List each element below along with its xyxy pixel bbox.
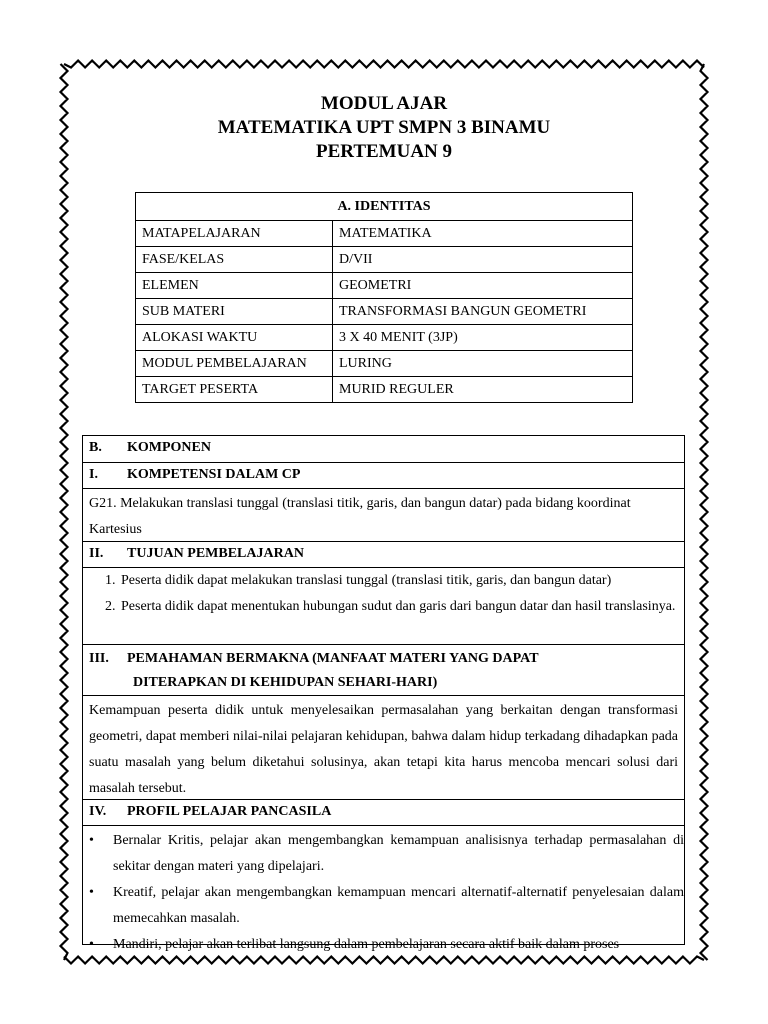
row-value: MATEMATIKA [333, 221, 633, 247]
row-value: LURING [333, 351, 633, 377]
table-row [136, 247, 633, 273]
row-label: MATAPELAJARAN [136, 221, 333, 247]
row-value: D/VII [333, 247, 633, 273]
list-item: • Kreatif, pelajar akan mengembangkan kemampuan mencari alternatif-alternatif penyelesaian dalam memecahkan masalah. [113, 880, 684, 932]
table-row [136, 273, 633, 299]
row-value: 3 X 40 MENIT (3JP) [333, 325, 633, 351]
pp-heading-row [83, 800, 684, 826]
row-label: ELEMEN [136, 273, 333, 299]
document-subtitle: MATEMATIKA UPT SMPN 3 BINAMU [217, 117, 551, 138]
komponen-heading-row [83, 436, 684, 463]
tp-heading-row [83, 542, 684, 568]
row-label: SUB MATERI [136, 299, 333, 325]
cp-heading-row [83, 463, 684, 489]
table-row [136, 377, 633, 403]
section-heading: TUJUAN PEMBELAJARAN [127, 546, 304, 561]
list-item: 1. Peserta didik dapat melakukan translasi tunggal (translasi titik, garis, dan bangun datar) [119, 568, 684, 594]
row-label: MODUL PEMBELAJARAN [136, 351, 333, 377]
pp-content [83, 826, 684, 958]
identitas-table [135, 192, 633, 403]
meeting-number: PERTEMUAN 9 [315, 141, 453, 162]
row-value: MURID REGULER [333, 377, 633, 403]
list-item: • Bernalar Kritis, pelajar akan mengembangkan kemampuan analisisnya terhadap permasalahan di sekitar dengan materi yang dipelajari. [113, 828, 684, 880]
tp-content [83, 568, 684, 645]
table-row [136, 221, 633, 247]
tp-list [83, 568, 684, 620]
list-item: 2. Peserta didik dapat menentukan hubungan sudut dan garis dari bangun datar dan hasil translasinya. [119, 594, 684, 620]
section-heading: PEMAHAMAN BERMAKNA (MANFAAT MATERI YANG DAPAT [127, 651, 539, 666]
komponen-section [82, 435, 685, 952]
section-number: IV. [89, 804, 107, 819]
row-value: TRANSFORMASI BANGUN GEOMETRI [333, 299, 633, 325]
section-heading: KOMPONEN [127, 440, 211, 455]
pb-content: Kemampuan peserta didik untuk menyelesaikan permasalahan yang berkaitan dengan transformasi geometri, dapat memberi nilai-nilai pelajaran kehidupan, bahwa dalam hidup terkadang dihadapkan pada suatu masalah yang belum diketahui solusinya, akan tetapi kita harus mencoba mencari solusi dari masalah tersebut. [83, 696, 684, 800]
document-title: MODUL AJAR [320, 93, 448, 114]
row-label: TARGET PESERTA [136, 377, 333, 403]
section-heading: PROFIL PELAJAR PANCASILA [127, 804, 332, 819]
section-number: III. [89, 651, 109, 666]
row-label: ALOKASI WAKTU [136, 325, 333, 351]
table-row [136, 325, 633, 351]
cp-content: G21. Melakukan translasi tunggal (translasi titik, garis, dan bangun datar) pada bidang koordinat Kartesius [83, 489, 684, 542]
section-number: II. [89, 546, 104, 561]
list-item: • Mandiri, pelajar akan terlibat langsung dalam pembelajaran secara aktif baik dalam proses [113, 932, 684, 958]
row-label: FASE/KELAS [136, 247, 333, 273]
row-value: GEOMETRI [333, 273, 633, 299]
table-row [136, 351, 633, 377]
identitas-heading: A. IDENTITAS [136, 193, 633, 221]
pp-list [83, 828, 684, 958]
section-heading: KOMPETENSI DALAM CP [127, 467, 301, 482]
identitas-header-row [136, 193, 633, 221]
section-number: I. [89, 467, 98, 482]
table-row [136, 299, 633, 325]
pb-heading-row [83, 645, 684, 696]
section-heading-continued: DITERAPKAN DI KEHIDUPAN SEHARI-HARI) [133, 675, 438, 690]
section-number: B. [89, 440, 102, 455]
